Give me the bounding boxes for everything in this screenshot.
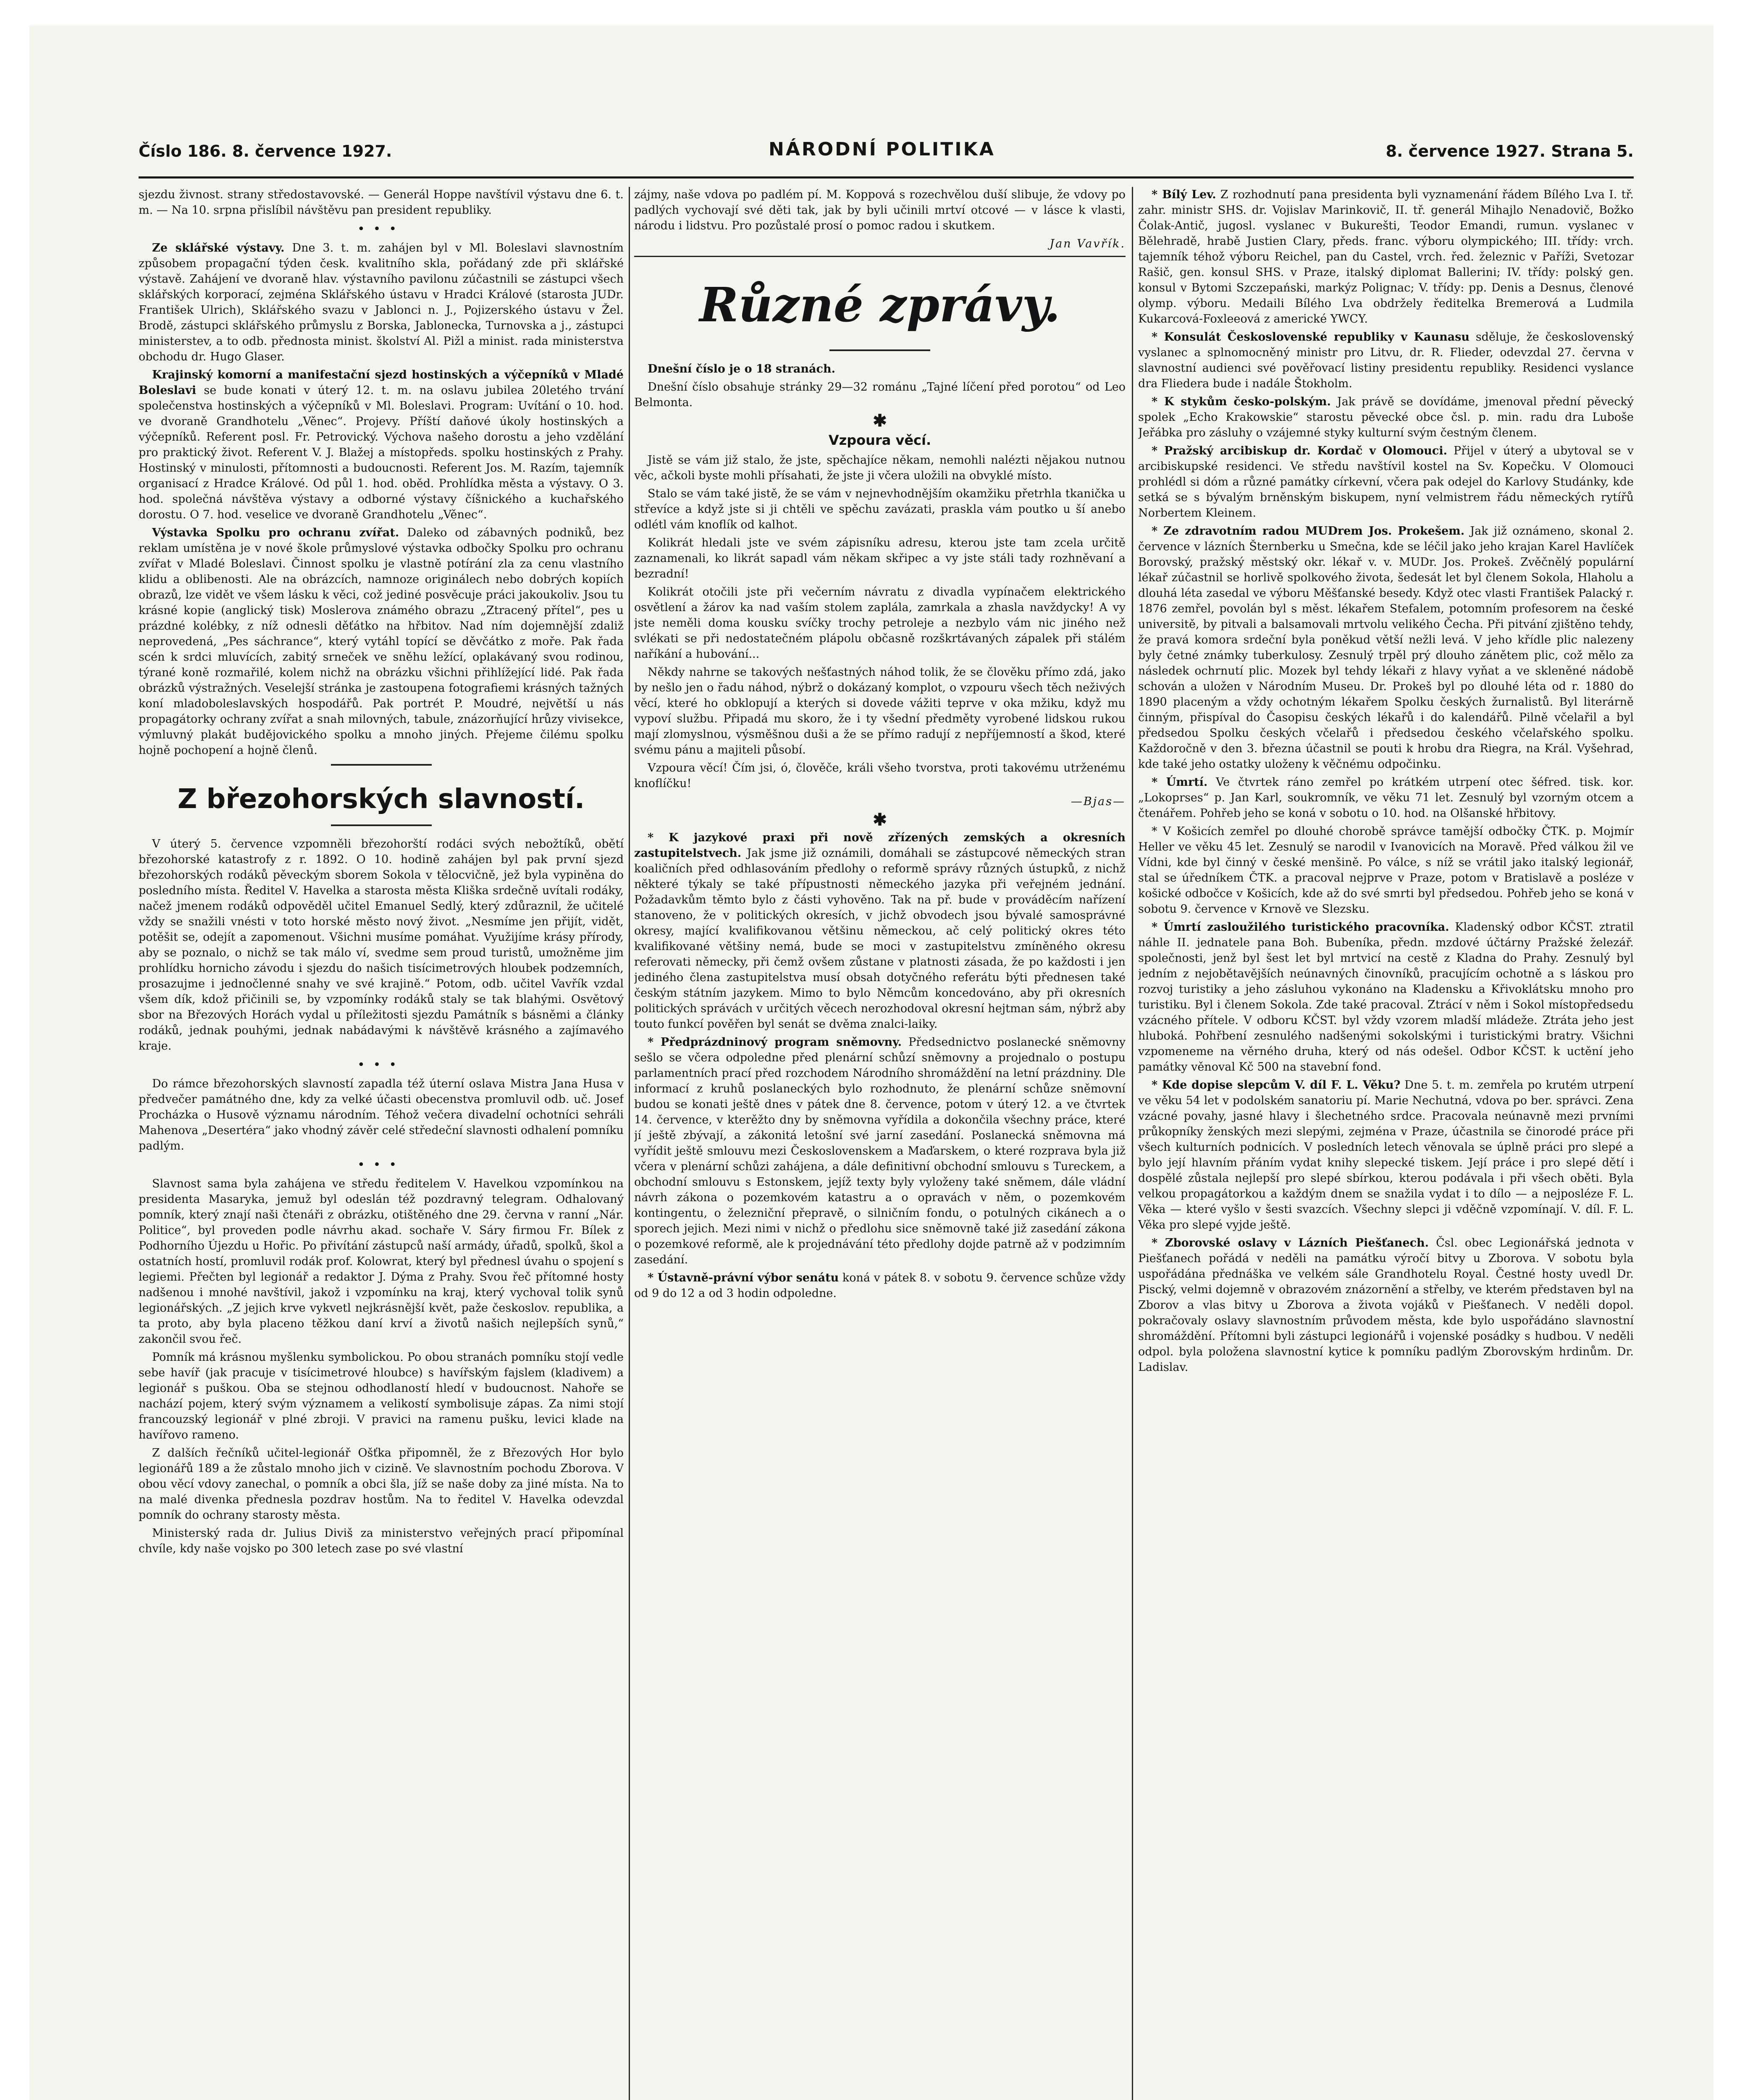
paragraph	[634, 1034, 1126, 1268]
separator-star: ✱	[873, 810, 887, 830]
paragraph-body: Kladenský odbor KČST. ztratil náhle II. jednatele pana Boh. Bubeníka, předn. mzdové účtárny Pražské železář. společnosti, jenž byl šest let byl mrtvicí na cestě z Kladna do Prahy. Zesnulý byl jedním z nejobětavějších neúnavných činovníků, pracujícím ochotně a s láskou pro rozvoj turistiky a jeho zásluhou vykonáno na Kladensku a Křivoklátsku mnoho pro turistiku. Byl i členem Sokola. Zde také pracoval. Ztrácí v něm i Sokol místopředsedu vzácného přítele. V odboru KČST. byl vždy vzorem mladší mládeže. Ztráta jeho jest hluboká. Pohřbení zesnulého nadšenými sokolskými i turistickými bratry. Všichni vzpomeneme na věrného druha, který od nás odešel. Odbor KČST. k uctění jeho památky věnoval Kč 500 na stavební fond.	[1138, 921, 1634, 1074]
masthead-title: NÁRODNÍ POLITIKA	[769, 139, 995, 160]
paragraph-lead: Dnešní číslo je o 18 stranách.	[648, 362, 835, 375]
paragraph-body: koná v pátek 8. v sobotu 9. července schůze vždy od 9 do 12 a od 3 hodin odpoledne.	[634, 1271, 1126, 1300]
signature: —Bjas—	[1071, 795, 1126, 808]
paragraph-lead: * Kde dopise slepcům V. díl F. L. Věku?	[1152, 1079, 1401, 1092]
paragraph	[1138, 329, 1634, 391]
paragraph: Pomník má krásnou myšlenku symbolickou. Po obou stranách pomníku stojí vedle sebe havíř (jak pracuje v tisícimetrové hloubce) s havířským fajslem (kladivem) a legionář s puškou. Oba se stejnou odhodlaností hledí v budoucnost. Nahoře se nachází pojem, který svým významem a velikostí symbolisuje zápas. Za nimi stojí francouzský legionář v plné zbroji. V pravici na ramenu pušku, levici klade na havířovo rameno.	[139, 1351, 624, 1441]
separator-dots: •••	[357, 222, 405, 236]
separator-dots: •••	[357, 1058, 405, 1072]
paragraph	[1138, 523, 1634, 772]
paragraph-lead: * Ústavně-právní výbor senátu	[648, 1271, 839, 1284]
paragraph: V úterý 5. července vzpomněli březohorští rodáci svých nebožtíků, obětí březohorské katastrofy z r. 1892. O 10. hodině zahájen byl pak první sjezd březohorských rodáků pěveckým sborem Sokola v tělocvičně, jež byla vypiněna do posledního místa. Ředitel V. Havelka a starosta města Kliška srdečně uvítali rodáky, načež jmenem rodáků odpověděl učitel Emanuel Sedlý, který zdůraznil, že učitelé vždy se snažili vnésti v toto horské město nový život. „Nesmíme jen přijít, vidět, potěšit se, odejít a zapomenout. Všichni musíme pomáhat. Využijíme krásy přírody, aby se poznalo, o nichž se tak málo ví, svedme sem proud turistů, umožněme jim prohlídku hornicho závodu i sjezdu do našich tisícimetrových hloubek podzemních, prosazujme i jednočlenné snahy ve své krajině.“ Potom, odb. učitel Vavřík vzdal všem dík, kdož přičinili se, by vzpomínky rodáků staly se tak blahými. Osvětový sbor na Březových Horách vydal u příležitosti sjezdu Památník s básněmi a články rodáků, jednak pouhými, jednak nabádavými k návštěvě krásného a zajímavého kraje.	[139, 837, 624, 1053]
paragraph-body: Jak již oznámeno, skonal 2. července v lázních Šternberku u Smečna, kde se léčil jako jeho krajan Karel Havlíček Borovský, pražský městský okr. lékař v. v. MUDr. Jos. Prokeš. Zvěčnělý populární lékař zúčastnil se horlivě spolkového života, šedesát let byl členem Sokola, Hlaholu a dlouhá léta zasedal ve výboru Měšťanské besedy. Když otec vlasti František Palacký r. 1876 zemřel, povolán byl s měst. lékařem Stefalem, potomním profesorem na české universitě, by pitvali a balsamovali mrtvolu velikého Čecha. Při pitvání zjištěno tehdy, že pravá komora srdeční byla poněkud větší nežli levá. V jeho křídle plic nalezeny byly četné známky tuberkulosy. Zesnulý trpěl prý dlouho zánětem plic, což mělo za následek ochrnutí plic. Mozek byl tehdy lékaři z hlavy vyňat a ve skleněné nádobě schován a uložen v Národním Museu. Dr. Prokeš byl po dlouhé léta od r. 1880 do 1890 placeným a vždy ochotným lékařem Spolku českých žurnalistů. Byl literárně činným, přispíval do Časopisu českých lékařů i do kalendářů. Pilně včelařil a byl předsedou Spolku českých včelařů i předsedou českého včelařského spolku. Každoročně v den 3. března účastnil se pouti k hrobu dra Riegra, na Král. Vyšehrad, kde také jeho ostatky uloženy k věčnému odpočinku.	[1138, 525, 1634, 771]
paragraph: Ministerský rada dr. Julius Diviš za ministerstvo veřejných prací připomínal chvíle, kdy naše vojsko po 300 letech zase po své vlastní	[139, 1527, 624, 1555]
paragraph	[1138, 1235, 1634, 1375]
paragraph: Z dalších řečníků učitel-legionář Ošťka připomněl, že z Březových Hor bylo legionářů 189 a že zůstalo mnoho jich v cizině. Ve slavnostním pochodu Zborova. V obou věcí vdovy zanechal, o pomník a obci šla, jíž se naše doby za jiné místa. Na to na malé divenka přednesla pozdrav hostům. Na to ředitel V. Havelka odevzdal pomník do ochrany starosty města.	[139, 1446, 624, 1522]
paragraph-lead: * Ze zdravotním radou MUDrem Jos. Prokešem.	[1152, 525, 1465, 538]
paragraph	[634, 361, 1126, 377]
subheading: Vzpoura věcí.	[828, 432, 932, 448]
paragraph-body: Čsl. obec Legionářská jednota v Piešťanech pořádá v neděli na památku výročí bitvy u Zborova. V sobotu byla uspořádána přednáška ve velkém sále Grandhotelu Royal. Čestné hosty uvedl Dr. Piscký, velmi dojemně v obrazovém znázornění a střelby, ve kterém představen byl na Zborov a vlas bitvy u Zborova a života vojáků v Piešťanech. V neděli dopol. pokračovaly oslavy slavnostním průvodem města, kde bylo uspořádáno slavnostní shromáždění. Přítomni byli zástupci legionářů i vojenské posádky s hudbou. V neděli odpol. byla položena slavnostní kytice k pomníku padlým Zborovským hrdinům. Dr. Ladislav.	[1138, 1236, 1634, 1374]
paragraph: Dnešní číslo obsahuje stránky 29—32 románu „Tajné líčení před porotou“ od Leo Belmonta.	[634, 381, 1126, 409]
separator-dots: •••	[357, 1158, 405, 1172]
paragraph: Do rámce březohorských slavností zapadla též úterní oslava Mistra Jana Husa v předvečer památného dne, kdy za velké účasti obecenstva promluvil odb. uč. Josef Procházka o Husově významu národním. Téhož večera divadelní ochotníci sehráli Mahenova „Desertéra“ jako vhodný závěr celé středeční slavnosti odhalení pomníku padlým.	[139, 1077, 624, 1152]
paragraph	[139, 240, 624, 365]
paragraph-lead: Výstavka Spolku pro ochranu zvířat.	[152, 526, 399, 539]
paragraph: Stalo se vám také jistě, že se vám v nejnevhodnějším okamžiku přetrhla tkanička u střevíce a když jste si ji chtěli ve spěchu zavázati, praskla vám poutko u ší anebo odlétl vám knoflík od kalhot.	[634, 487, 1126, 531]
paragraph	[1138, 394, 1634, 441]
paragraph: Kolikrát otočili jste při večerním návratu z divadla vypínačem elektrického osvětlení a žárov ka nad vaším stolem zaplála, zamrkala a zhasla navždycky! A vy jste neměli doma kousku svíčky trochy petroleje a nezbylo vám nic jiného než svlékati se při nedostatečném plápolu občasně rozškrtávaných zápalek při stálém naříkání a hubování...	[634, 585, 1126, 661]
date-page-number: 8. července 1927. Strana 5.	[1386, 142, 1634, 160]
paragraph: zájmy, naše vdova po padlém pí. M. Koppová s rozechvělou duší slibuje, že vdovy po padlých vychovají své děti tak, jak by byli učinili mrtví otcové — v lásce k vlasti, národu i lidstvu. Pro pozůstalé prosí o pomoc radou i skutkem.	[634, 188, 1126, 232]
paragraph	[634, 830, 1126, 1032]
section-rule	[634, 256, 1126, 257]
column-left	[139, 187, 624, 2100]
paragraph	[1138, 1077, 1634, 1233]
paragraph-body: Dne 5. t. m. zemřela po krutém utrpení ve věku 54 let v podolském sanatoriu pí. Marie Nechutná, vdova po ber. správci. Zena vzácné povahy, jasné hlavy i šlechetného srdce. Pracovala neúnavně mezi prvními průkopníky ženských mezi slepými, zejména v Praze, účastnila se činorodé práce při všech kulturních podnicích. V posledních letech věnovala se úplně práci pro slepé a bylo její hlavním přáním vydat knihy slepecké tiskem. Její práce i pro slepé dětí i dospělé zůstala nejlepší pro slepé sbírkou, kterou podávala i při všech oběti. Byla velkou propagátorkou a každým dnem se snažila vydat i to dílo — a nejposléze F. L. Věka — které vyšlo v šesti svazcích. Všechny slepci ji vděčně vzpomínají. V. díl. F. L. Věka pro slepé vyjde ještě.	[1138, 1079, 1634, 1231]
section-rule	[331, 764, 432, 766]
paragraph-lead: * K stykům česko-polským.	[1152, 395, 1331, 408]
paragraph: Vzpoura věcí! Čím jsi, ó, člověče, králi všeho tvorstva, proti takovému utrženému knoflíčku!	[634, 761, 1126, 790]
paragraph-lead: Krajinský komorní a manifestační sjezd hostinských a výčepníků v Mladé Boleslavi	[139, 368, 624, 397]
paragraph-body: Předsednictvo poslanecké sněmovny sešlo se včera odpoledne před plenární schůzí sněmovny a projednalo o postupu parlamentních prací před rozchodem Národního shromáždění na letní prázdniny. Dle informací z kruhů poslaneckých bylo rozhodnuto, že plenární schůze sněmovní budou se konati ještě dnes v pátek dne 8. července, potom v úterý 12. a ve čtvrtek 14. července, v kterěžto dny by sněmovna vyřídila a dokončila všechny práce, které jí ještě zbývají, a zákonitá letošní své jarní zasedání. Poslanecká sněmovna má vyřídit ještě smlouvu mezi Československem a Maďarskem, o které rozprava byla již včera v plenární schůzi zahájena, a dále definitivní obchodní smlouvu s Tureckem, a obchodní smlouvu s Estonskem, jejíž texty byly vyloženy také sněmem, dále vládní návrh zákona o pozemkovém katastru a o opravách v něm, o pozemkovém kontingentu, o železniční přepravě, o silničním fondu, o potulných cikánech a o sporech jejich. Mezi nimi v nichž o předlohu sice sněmovně také již zasedání zákona o pozemkové reformě, ale k projednávání této předlohy dojde patrně až v podzimním zasedání.	[634, 1036, 1126, 1266]
paragraph	[1138, 919, 1634, 1075]
paragraph-body: Jak právě se dovídáme, jmenoval přední pěvecký spolek „Echo Krakowskie“ starostu pěvecké obce čsl. p. min. radu dra Luboše Jeřábka pro zásluhy o vzájemné styky kulturní svým čestným členem.	[1138, 395, 1634, 439]
paragraph-body: Ve čtvrtek ráno zemřel po krátkém utrpení otec šéfred. tisk. kor. „Lokoprses“ p. Jan Karl, soukromník, ve věku 71 let. Zesnulý byl vzorným otcem a čtenářem. Pohřeb jeho se koná v sobotu o 10. hod. na Olšanské hřbitovy.	[1138, 776, 1634, 820]
paragraph-lead: * K jazykové praxi při nově zřízených zemských a okresních zastupitelstvech.	[634, 831, 1126, 860]
paragraph: sjezdu živnost. strany středostavovské. — Generál Hoppe navštívil výstavu dne 6. t. m. — Na 10. srpna přislíbil návštěvu pan president republiky.	[139, 188, 624, 217]
newspaper-page	[29, 25, 1714, 2100]
paragraph-lead: Ze sklářské výstavy.	[152, 242, 285, 255]
signature: Jan Vavřík.	[1050, 237, 1126, 250]
paragraph-lead: * Úmrtí zasloužilého turistického pracovníka.	[1152, 921, 1449, 934]
paragraph-body: Přijel v úterý a ubytoval se v arcibiskupské residenci. Ve středu navštívil kostel na Sv. Kopečku. V Olomouci prohlédl si dóm a různé památky církevní, včera pak odejel do Karlovy Studánky, kde setká se s bývalým brněnským biskupem, nyní velmistrem řádu německých rytířů Norbertem Kleinem.	[1138, 444, 1634, 520]
paragraph	[1138, 774, 1634, 821]
issue-number-date: Číslo 186. 8. července 1927.	[139, 142, 392, 160]
paragraph	[139, 367, 624, 522]
paragraph-lead: * Pražský arcibiskup dr. Kordač v Olomouci.	[1152, 444, 1448, 457]
column-divider	[629, 187, 630, 2100]
column-divider	[1132, 187, 1133, 2100]
paragraph-lead: * Konsulát Československé republiky v Kaunasu	[1152, 331, 1470, 344]
column-right	[1138, 187, 1634, 2100]
paragraph-body: Jak jsme již oznámili, domáhali se zástupcové německých stran koaličních před odhlasováním předlohy o reformě správy různých ústupků, z nichž některé týkaly se také přípustnosti německého jazyka při veřejném jednání. Požadavkům těmto bylo z části vyhověno. Tak na př. bude v prováděcím nařízení stanoveno, že v politických okresích, v jichž obvodech jsou bývalé samosprávné okresy, mající kvalifikovanou většinu německou, ač celý politický okres této kvalifikované většiny nemá, bude se moci v zastupitelstvu zmíněného okresu referovati německy, při čemž ovšem zůstane v platnosti zásada, že po každosti i jen jediného člena zastupitelstva musí obsah dotyčného referátu býti přednesen také českým státním jazykem. Mimo to bylo Němcům koncedováno, aby při okresních politických správách v určitých věcech nerozhodoval okresní hejtman sám, nýbrž aby touto funkcí pověřen byl senát se dvěma znalci-laiky.	[634, 847, 1126, 1031]
article-title: Z březohorských slavností.	[177, 784, 585, 815]
separator-star: ✱	[873, 411, 887, 430]
paragraph: * V Košicích zemřel po dlouhé chorobě správce tamější odbočky ČTK. p. Mojmír Heller ve věku 45 let. Zesnulý se narodil v Ivanovicích na Moravě. Před válkou žil ve Vídni, kde byl činný v české menšině. Po válce, s níž se vrátil jako italský legionář, stal se úředníkem ČTK. a pracoval nejprve v Praze, potom v Bratislavě a posléze v košické odbočce v Košicích, kde až do své smrti byl předsedou. Pohřeb jeho se koná v sobotu 9. července v Krnově ve Slezsku.	[1138, 825, 1634, 916]
section-title: Různé zprávy.	[699, 278, 1060, 333]
paragraph	[634, 1270, 1126, 1301]
column-middle	[634, 187, 1126, 2100]
paragraph: Kolikrát hledali jste ve svém zápisníku adresu, kterou jste tam zcela určitě zaznamenali, ko likrát sapadl vám někam skřipec a vy jste stáli tady rozhněvaní a bezradní!	[634, 536, 1126, 580]
page-header	[139, 134, 1634, 168]
paragraph-lead: * Předprázdninový program sněmovny.	[648, 1036, 902, 1049]
paragraph-body: Z rozhodnutí pana presidenta byli vyznamenání řádem Bílého Lva I. tř. zahr. ministr SHS. dr. Vojislav Marinkovič, II. tř. generál Mihajlo Nenadovič, Božko Čolak-Antič, jugosl. vyslanec v Bukurešti, Teodor Emandi, rumun. vyslanec v Bělehradě, hrabě Justien Clary, předs. franc. výboru olympického; III. třídy: vrch. tajemník téhož výboru Reichel, pan du Castel, vrch. řed. železnic v Paříži, Svetozar Rašič, gen. konsul SHS. v Praze, italský diplomat Ballerini; IV. třídy: polský gen. konsul v Bytomi Szczepański, markýz Polignac; V. třídy: pp. Denis a Desnus, členové olymp. výboru. Medaili Bílého Lva obdržely ředitelka Bremerová a Ludmila Kukarcová-Foxleeová z americké YWCY.	[1138, 188, 1634, 326]
paragraph-lead: * Úmrtí.	[1152, 776, 1208, 789]
paragraph: Někdy nahrne se takových nešťastných náhod tolik, že se člověku přímo zdá, jako by nešlo jen o řadu náhod, nýbrž o dokázaný komplot, o vzpouru všech těch neživých věcí, které ho obklopují a kterých si dovede vážiti teprve v oka mžiku, když mu vypoví službu. Připadá mu skoro, že i ty všední předměty vyrobené lidskou rukou mají zlomyslnou, výsměšnou duši a že se přímo radují z nepříjemností a škod, které svému pánu a majiteli působí.	[634, 666, 1126, 756]
paragraph-lead: * Zborovské oslavy v Lázních Piešťanech.	[1152, 1236, 1429, 1250]
paragraph	[1138, 443, 1634, 521]
paragraph-body: se bude konati v úterý 12. t. m. na oslavu jubilea 20letého trvání společenstva hostinských a výčepníků v Ml. Boleslavi. Program: Uvítání o 10. hod. ve dvoraně Grandhotelu „Věnec“. Projevy. Příští daňové úkoly hostinských a výčepníků. Referent posl. Fr. Petrovický. Výchova našeho dorostu a jeho vzdělání pro praktický život. Referent V. J. Blažej a místopředs. spolku hostinských z Prahy. Hostinský v minulosti, přítomnosti a budoucnosti. Referent Jos. M. Razím, tajemník organisací z Hradce Králové. Od půl 1. hod. oběd. Prohlídka města a výstavy. O 3. hod. společná návštěva výstavy a odborné výstavy číšnického a kuchařského dorostu. O 7. hod. veselice ve dvoraně Grandhotelu „Věnec“.	[139, 384, 624, 521]
paragraph-body: Daleko od zábavných podniků, bez reklam umístěna je v nové škole průmyslové výstavka odbočky Spolku pro ochranu zvířat v Mladé Boleslavi. Činnost spolku je vlastně potírání zla za cenu vlastního klidu a oblibenosti. Ale na obrázcích, namnoze originálech nebo dobrých kopiích obrazů, lze vidět ve všem lásku k věci, což jediné posvěcuje práci jakoukoliv. Jsou tu krásné kopie (anglický tisk) Moslerova známého obrazu „Ztracený přítel“, pes u prázdné kolébky, z níž odnesli děťátko na hřbitov. Nad ním dojemnější zdaliž neprovedená, „Pes sáchrance“, který vytáhl topící se děvčátko z moře. Pak řada scén k srdci mluvících, zabitý srneček ve sněhu ležící, oplakávaný svou rodinou, týrané koně rozmařilé, kolem nichž na obrázku všichni přihlížející lidé. Pak řada obrázků výstražných. Veselejší stránka je zastoupena fotografiemi krásných tažných koní mladoboleslavských hospodářů. Pak portrét P. Moudré, největší u nás propagátorky ochrany zvířat a snah milovných, tabule, znázorňující hrůzy vivisekce, výmluvný plakát budějovického spolku a mnoho jiných. Přejeme čilému spolku hojně pochopení a hojně členů.	[139, 526, 624, 757]
paragraph: Jistě se vám již stalo, že jste, spěchajíce někam, nemohli nalézti nějakou nutnou věc, ačkoli byste mohli přísahati, že jste ji včera uložili na obvyklé místo.	[634, 454, 1126, 482]
paragraph	[1138, 187, 1634, 327]
paragraph-body: sděluje, že československý vyslanec a splnomocněný ministr pro Litvu, dr. R. Flieder, odevzdal 27. června v slavnostní audienci své pověřovací listiny presidentu republiky. Residenci vyslance dra Fliedera bude i nadále Štokholm.	[1138, 331, 1634, 390]
paragraph-body: Dne 3. t. m. zahájen byl v Ml. Boleslavi slavnostním způsobem propagační týden česk. kvalitního skla, pořádaný zde při sklářské výstavě. Zahájení ve dvoraně hlav. výstavního pavilonu zúčastnili se zástupci všech sklářských korporací, zejména Sklářského ústavu v Hradci Králové (starosta JUDr. František Ulrich), Sklářského svazu v Jablonci n. J., Pojizerského ústavu v Žel. Brodě, zástupci sklářského průmyslu z Borska, Jablonecka, Turnovska a j., zástupci ministerstev, a to odb. přednosta minist. školství Al. Pižl a minist. rada ministerstva obchodu dr. Hugo Glaser.	[139, 242, 624, 363]
paragraph: Slavnost sama byla zahájena ve středu ředitelem V. Havelkou vzpomínkou na presidenta Masaryka, jemuž byl odeslán též pozdravný telegram. Odhalovaný pomník, který znají naši čtenáři z obrázku, otištěného dne 29. června v ranní „Nár. Politice“, byl proveden podle návrhu akad. sochaře V. Sáry firmou Fr. Bílek z Podhorního Újezdu u Hořic. Po přivítání zástupců naší armády, úřadů, spolků, škol a ostatních hostí, promluvil rodák prof. Kolowrat, který byl přednesl úvahu o spojení s legiemi. Přečten byl legionář a redaktor J. Dýma z Prahy. Svou řeč přítomné hosty nadšenou i mnohé navštívil, jakož i vzpomínku na kraj, který vychoval tolik synů legionářských. „Z jejich krve vykvetl nejkrásnější květ, paže českoslov. republika, a ta proto, aby byla placeno těžkou daní krví a životů našich nejlepších synů,“ zakončil svou řeč.	[139, 1177, 624, 1346]
paragraph-lead: * Bílý Lev.	[1152, 188, 1216, 201]
paragraph	[139, 525, 624, 758]
header-rule	[139, 176, 1634, 178]
section-rule	[829, 349, 930, 351]
section-rule	[331, 824, 432, 826]
